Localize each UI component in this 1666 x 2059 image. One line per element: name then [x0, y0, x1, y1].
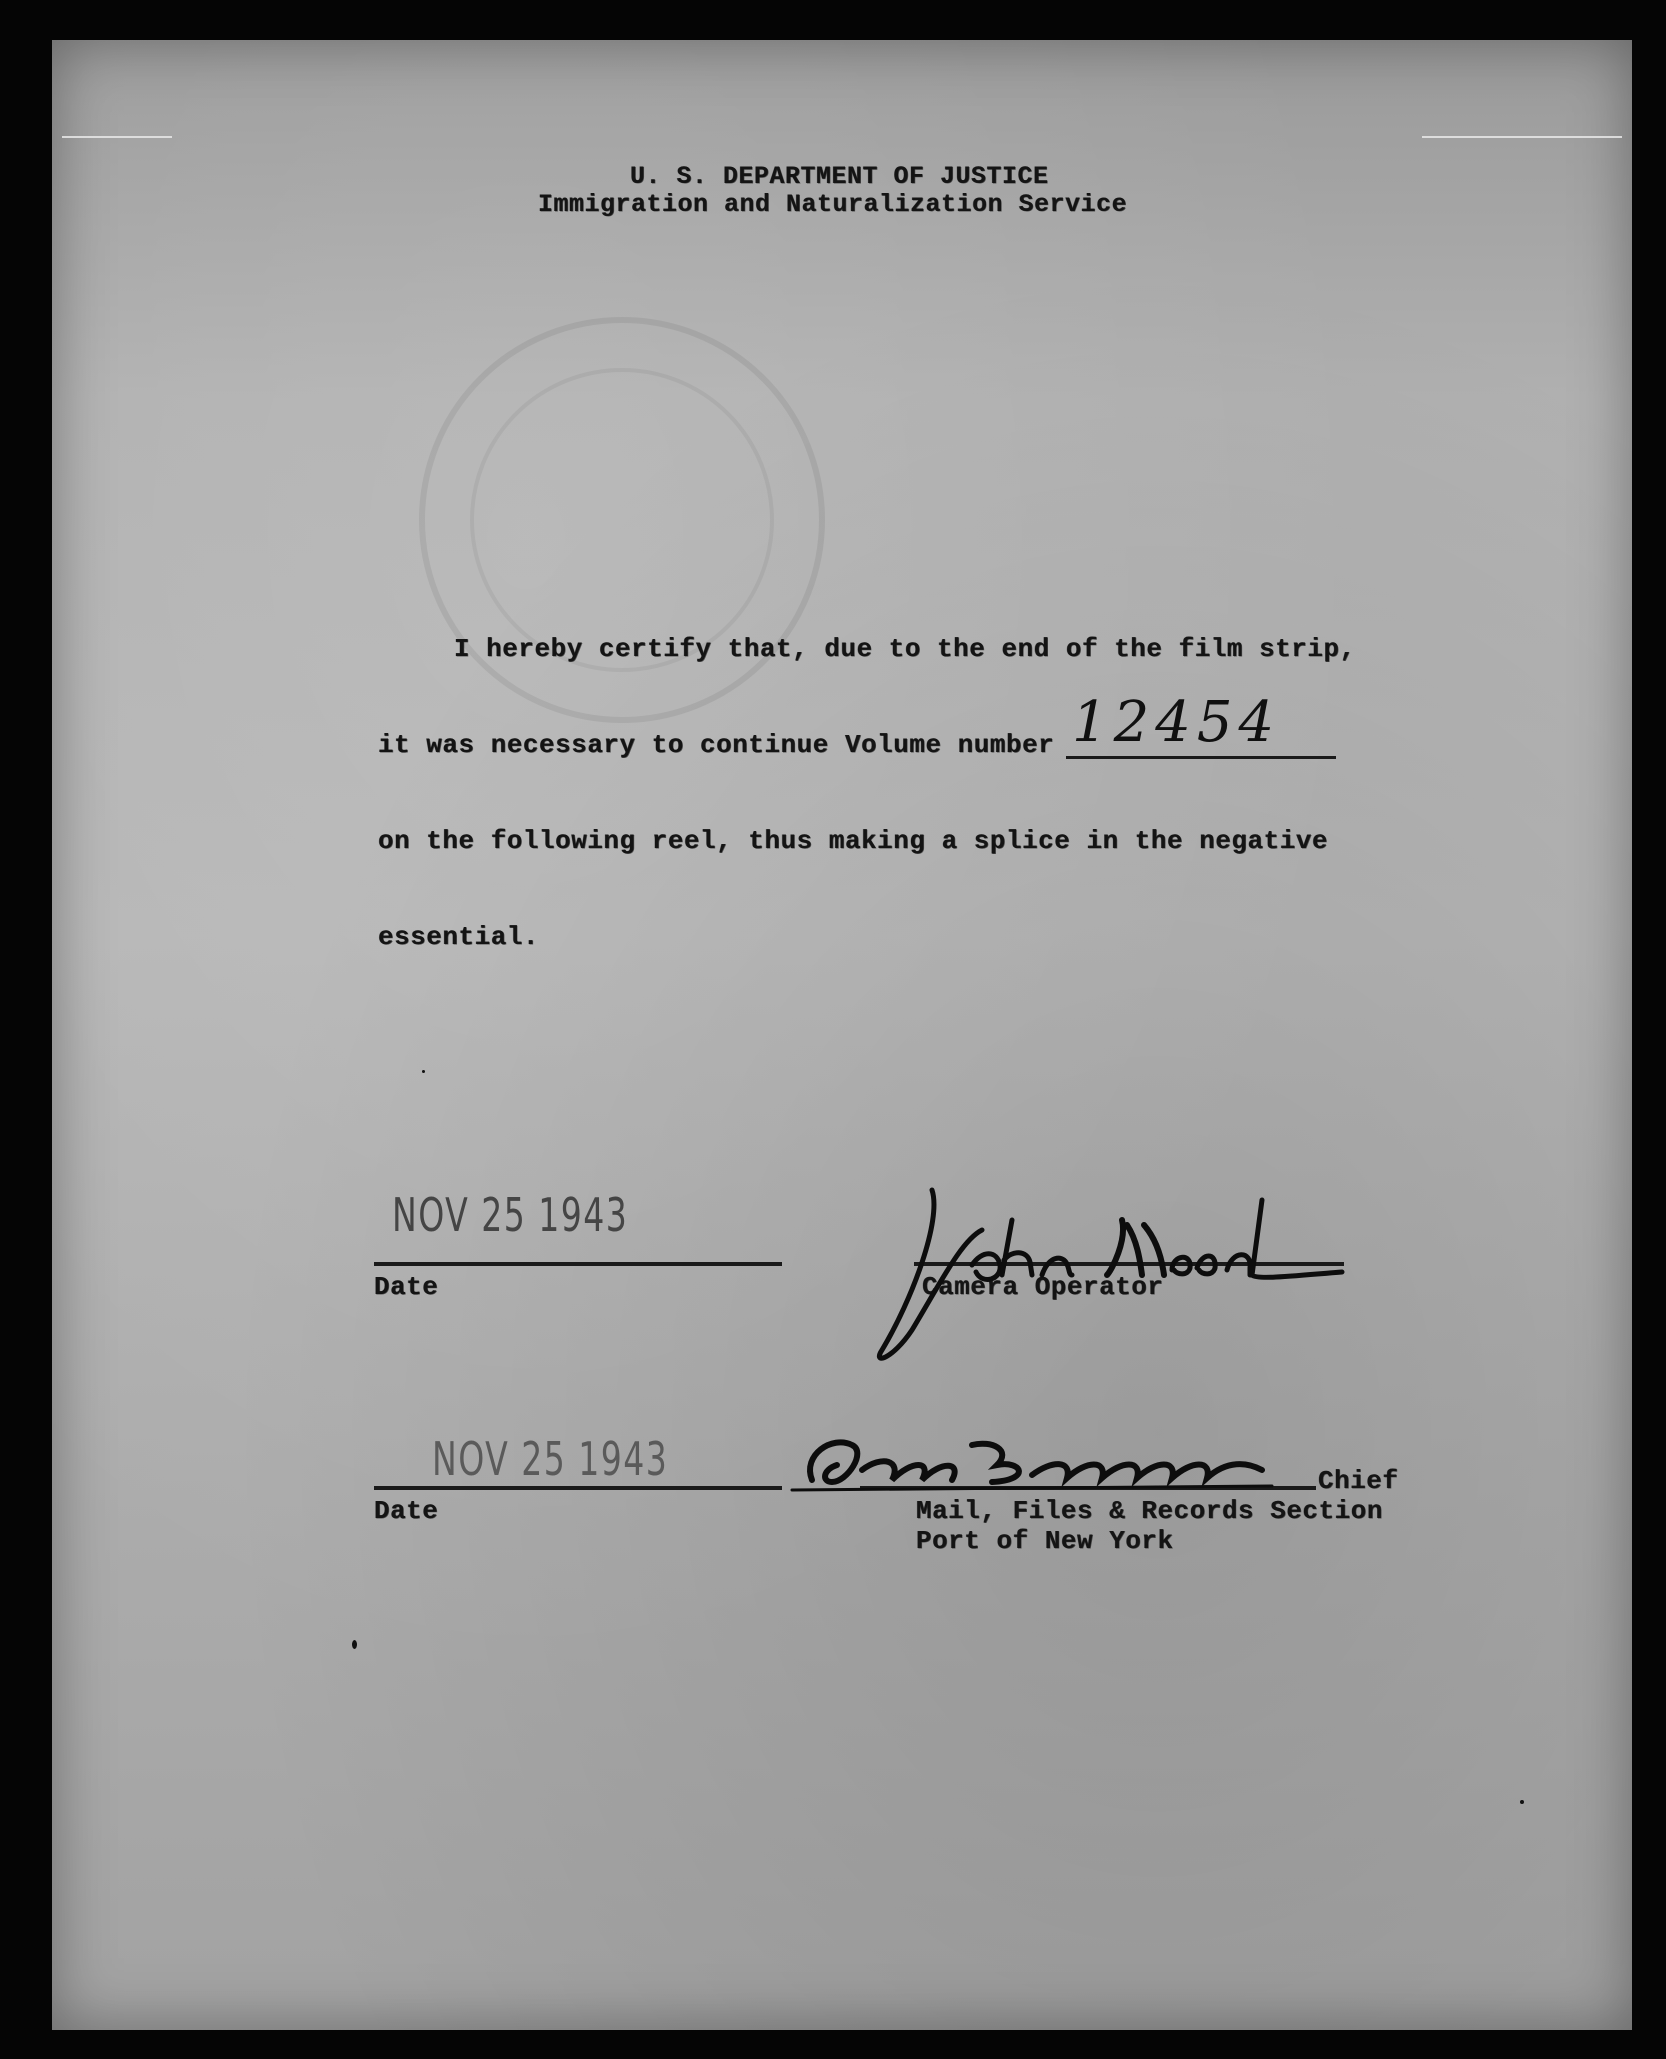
dust-speck [1520, 1800, 1524, 1804]
section-title: Mail, Files & Records Section [916, 1496, 1383, 1526]
agency-title: U. S. DEPARTMENT OF JUSTICE [630, 162, 1049, 191]
certification-line-4: essential. [378, 922, 540, 952]
date-stamp-1: NOV 25 1943 [392, 1188, 629, 1242]
date-label-2: Date [374, 1496, 439, 1526]
document-page [52, 40, 1632, 2030]
edge-mark-left [62, 136, 172, 138]
agency-subtitle: Immigration and Naturalization Service [538, 190, 1128, 219]
dust-speck [352, 1640, 357, 1649]
camera-operator-signature [872, 1180, 1392, 1380]
certification-line-3: on the following reel, thus making a splice in the negative [378, 826, 1329, 856]
certification-line-1: I hereby certify that, due to the end of the film strip, [454, 634, 1356, 664]
dust-speck [422, 1070, 425, 1073]
date-line-2 [374, 1486, 782, 1490]
edge-mark-right [1422, 136, 1622, 138]
bleed-through-seal [392, 290, 852, 750]
date-line-1 [374, 1262, 782, 1266]
date-label-1: Date [374, 1272, 439, 1302]
date-stamp-2: NOV 25 1943 [432, 1432, 669, 1486]
chief-title: Chief [1318, 1466, 1399, 1496]
port-title: Port of New York [916, 1526, 1174, 1556]
volume-number: 12454 [1072, 690, 1281, 755]
certification-line-2: it was necessary to continue Volume number [378, 730, 1055, 760]
volume-number-field-line [1066, 756, 1336, 759]
camera-operator-label: Camera Operator [922, 1272, 1164, 1302]
